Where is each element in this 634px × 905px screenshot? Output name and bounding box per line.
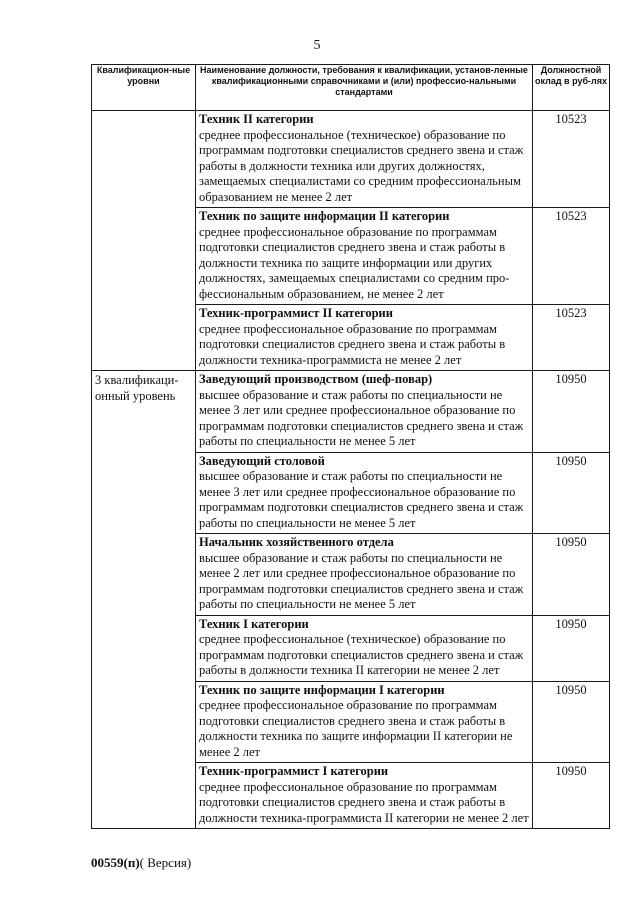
position-cell xyxy=(196,305,533,371)
table-header xyxy=(92,65,610,111)
salary-cell: 10950 xyxy=(533,534,610,616)
position-requirements: среднее профессиональное образование по программам подготовки специалистов среднего звена и стаж работы в должности техника по защите информации или других должностях, замещаемых специалистами со средним про-фессиональным образованием, не менее 2 лет xyxy=(199,224,510,301)
position-title: Техник по защите информации II категории xyxy=(199,209,450,223)
document-version: ( Версия) xyxy=(139,855,192,870)
position-cell xyxy=(196,371,533,453)
table-row xyxy=(92,371,610,453)
position-requirements: среднее профессиональное образование по программам подготовки специалистов среднего звена и стаж работы в должности техника-программиста не менее 2 лет xyxy=(199,321,506,367)
position-cell xyxy=(196,111,533,208)
position-cell xyxy=(196,681,533,763)
position-title: Заведующий столовой xyxy=(199,453,325,468)
header-salary: Должностной оклад в руб-лях xyxy=(533,65,610,111)
salary-cell: 10523 xyxy=(533,208,610,305)
position-title: Начальник хозяйственного отдела xyxy=(199,535,394,549)
position-title: Заведующий производством (шеф-повар) xyxy=(199,372,433,386)
position-requirements: высшее образование и стаж работы по специальности не менее 2 лет или среднее профессиональное образование по программам подготовки специалистов среднего звена и стаж работы по специальности не менее 5 лет xyxy=(199,550,524,611)
document-code xyxy=(91,855,191,871)
position-title: Техник II категории xyxy=(199,112,314,126)
document-code-number: 00559(п) xyxy=(91,855,140,870)
position-requirements: среднее профессиональное (техническое) образование по программам подготовки специалистов среднего звена и стаж работы в должности техника или других должностях, замещаемых специалистами со средним профессиональным образованием не менее 2 лет xyxy=(199,127,524,204)
position-title: Техник по защите информации I категории xyxy=(199,682,445,697)
position-requirements: среднее профессиональное образование по программам подготовки специалистов среднего звена и стаж работы в должности техника-программиста II категории не менее 2 лет xyxy=(199,779,529,825)
page-number: 5 xyxy=(313,38,321,53)
position-cell xyxy=(196,615,533,681)
salary-cell: 10950 xyxy=(533,452,610,534)
position-cell xyxy=(196,452,533,534)
position-title: Техник-программист II категории xyxy=(199,306,393,320)
salary-cell: 10950 xyxy=(533,615,610,681)
level-cell xyxy=(92,111,196,371)
salary-cell: 10950 xyxy=(533,763,610,829)
position-requirements: высшее образование и стаж работы по специальности не менее 3 лет или среднее профессиональное образование по программам подготовки специалистов среднего звена и стаж работы по специальности не менее 5 лет xyxy=(199,387,524,448)
salary-cell: 10950 xyxy=(533,681,610,763)
salary-cell: 10523 xyxy=(533,305,610,371)
position-title: Техник I категории xyxy=(199,616,309,631)
position-requirements: среднее профессиональное образование по программам подготовки специалистов среднего звена и стаж работы в должности техника по защите информации II категории не менее 2 лет xyxy=(199,698,513,759)
position-cell xyxy=(196,208,533,305)
position-requirements: среднее профессиональное (техническое) образование по программам подготовки специалистов среднего звена и стаж работы в должности техника II категории не менее 2 лет xyxy=(199,632,524,677)
table-body xyxy=(92,111,610,829)
table-row xyxy=(92,111,610,208)
level-cell: 3 квалификаци-онный уровень xyxy=(92,371,196,829)
header-position: Наименование должности, требования к квалификации, установ-ленные квалификационными справочниками и (или) профессио-нальными стандартами xyxy=(196,65,533,111)
position-requirements: высшее образование и стаж работы по специальности не менее 3 лет или среднее профессиональное образование по программам подготовки специалистов среднего звена и стаж работы по специальности не менее 5 лет xyxy=(199,469,524,530)
position-title: Техник-программист I категории xyxy=(199,764,389,778)
salary-cell: 10523 xyxy=(533,111,610,208)
qualification-table xyxy=(91,64,610,829)
salary-cell: 10950 xyxy=(533,371,610,453)
position-cell xyxy=(196,763,533,829)
position-cell xyxy=(196,534,533,616)
header-level: Квалификацион-ные уровни xyxy=(92,65,196,111)
